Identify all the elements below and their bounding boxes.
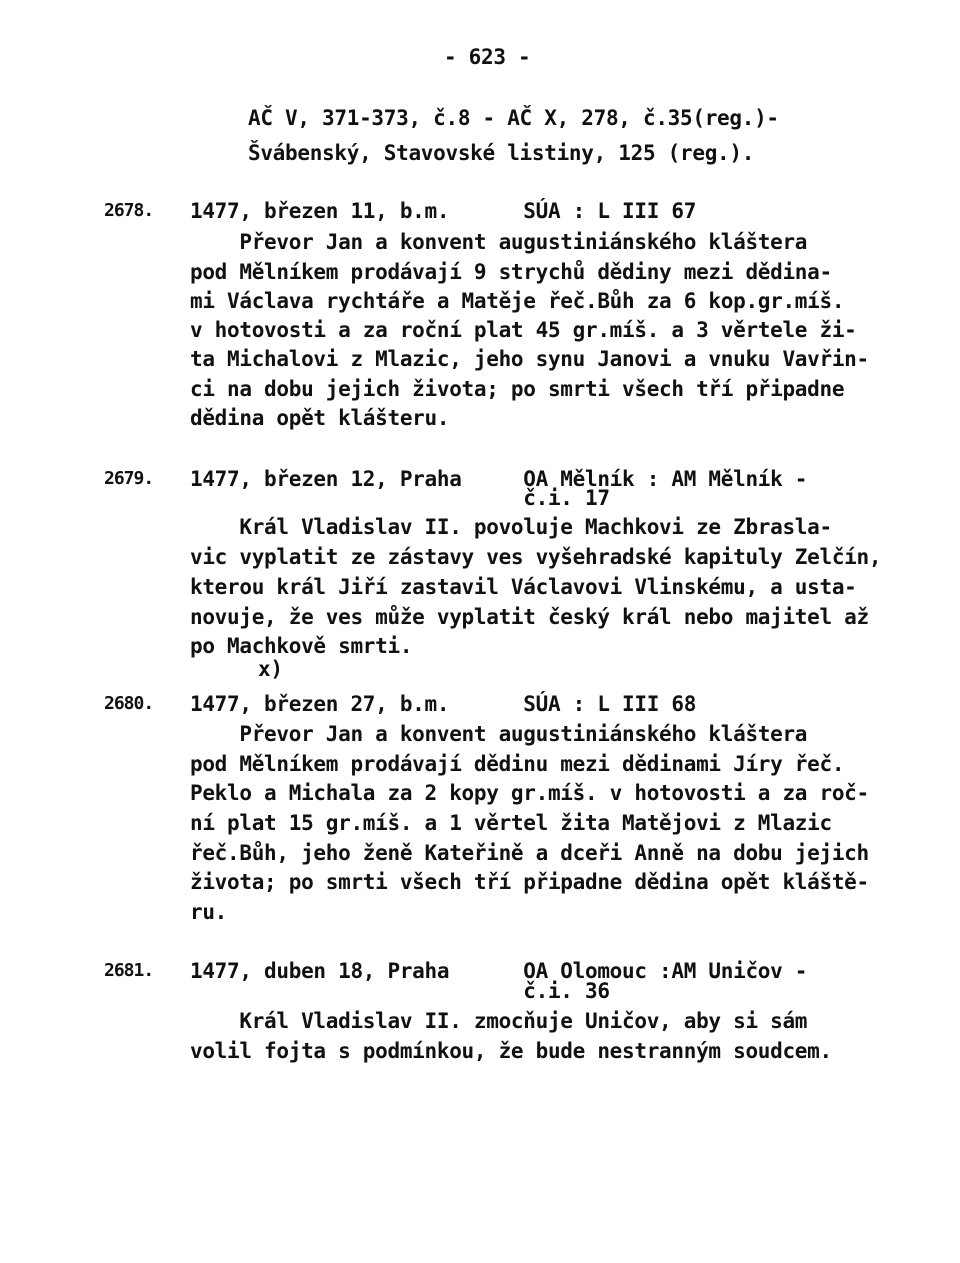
entry-heading-continuation: č.i. 17	[190, 486, 610, 510]
entry-text-line: ru.	[190, 900, 228, 924]
entry-text-line: dědina opět klášteru.	[190, 406, 450, 430]
entry-text-line: Převor Jan a konvent augustiniánského kláštera	[190, 230, 808, 254]
entry-text-line: novuje, že ves může vyplatit český král nebo majitel až	[190, 605, 869, 629]
entry-text-line: ci na dobu jejich života; po smrti všech tří připadne	[190, 377, 845, 401]
entry-text-line: Převor Jan a konvent augustiniánského kláštera	[190, 722, 808, 746]
entry-text-line: Král Vladislav II. povoluje Machkovi ze Zbrasla-	[190, 515, 832, 539]
entry-heading: 1477, březen 11, b.m. SÚA : L III 67	[190, 199, 697, 223]
entry-number: 2681.	[104, 960, 154, 981]
header-reference-line-1: AČ V, 371-373, č.8 - AČ X, 278, č.35(reg.)-	[248, 106, 779, 130]
entry-text-line: Peklo a Michala za 2 kopy gr.míš. v hotovosti a za roč-	[190, 781, 869, 805]
entry-text-line: volil fojta s podmínkou, že bude nestranným soudcem.	[190, 1039, 832, 1063]
entry-text-line: v hotovosti a za roční plat 45 gr.míš. a 3 věrtele ži-	[190, 318, 857, 342]
entry-heading-continuation: č.i. 36	[190, 979, 610, 1003]
entry-number: 2678.	[104, 200, 154, 221]
page-number: - 623 -	[444, 45, 531, 69]
entry-text-line: pod Mělníkem prodávají 9 strychů dědiny mezi dědina-	[190, 260, 832, 284]
entry-heading: 1477, březen 12, Praha OA Mělník : AM Mělník -	[190, 467, 808, 491]
footnote-marker: x)	[258, 657, 283, 681]
header-reference-line-2: Švábenský, Stavovské listiny, 125 (reg.).	[248, 141, 755, 165]
entry-text-line: Král Vladislav II. zmocňuje Uničov, aby si sám	[190, 1009, 808, 1033]
entry-text-line: kterou král Jiří zastavil Václavovi Vlinskému, a usta-	[190, 575, 857, 599]
entry-text-line: ta Michalovi z Mlazic, jeho synu Janovi a vnuku Vavřin-	[190, 347, 869, 371]
entry-number: 2679.	[104, 468, 154, 489]
entry-heading: 1477, duben 18, Praha OA Olomouc :AM Uničov -	[190, 959, 808, 983]
entry-text-line: ní plat 15 gr.míš. a 1 věrtel žita Matějovi z Mlazic	[190, 811, 832, 835]
entry-text-line: řeč.Bůh, jeho ženě Kateřině a dceři Anně na dobu jejich	[190, 841, 869, 865]
entry-text-line: mi Václava rychtáře a Matěje řeč.Bůh za 6 kop.gr.míš.	[190, 289, 845, 313]
entry-text-line: po Machkově smrti.	[190, 634, 413, 658]
entry-text-line: vic vyplatit ze zástavy ves vyšehradské kapituly Zelčín,	[190, 545, 882, 569]
entry-heading: 1477, březen 27, b.m. SÚA : L III 68	[190, 692, 697, 716]
entry-number: 2680.	[104, 693, 154, 714]
entry-text-line: života; po smrti všech tří připadne dědina opět kláště-	[190, 870, 869, 894]
entry-text-line: pod Mělníkem prodávají dědinu mezi dědinami Jíry řeč.	[190, 752, 845, 776]
